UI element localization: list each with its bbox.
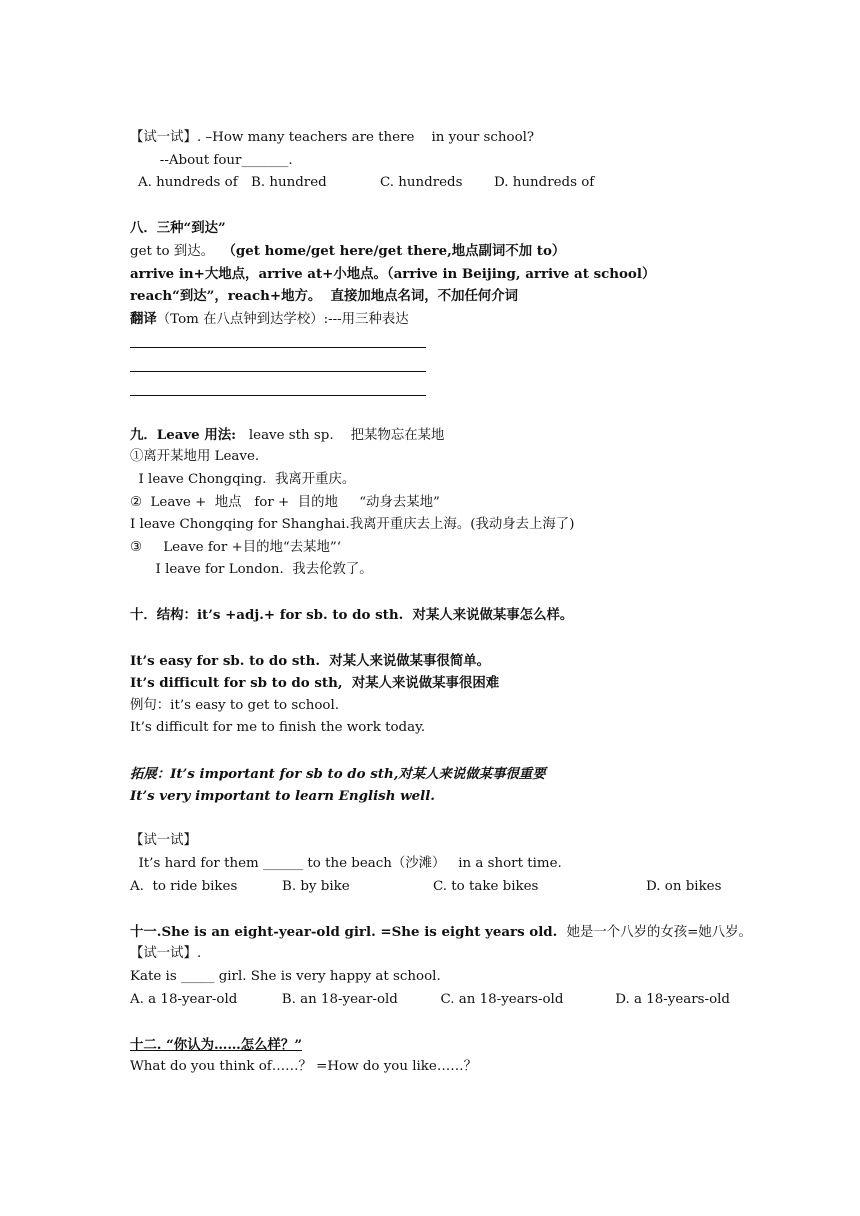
answer-blank-2[interactable] <box>130 354 426 372</box>
section-10-question: It’s hard for them ______ to the beach（沙滩） in a short time. <box>130 856 562 871</box>
section-8-line-3: reach“到达”，reach+地方。 直接加地点名词，不加任何介词 <box>130 288 519 305</box>
translate-label: 翻译 <box>130 310 157 327</box>
section-10-extension-2: It’s very important to learn English well. <box>130 788 435 805</box>
answer-blank-3[interactable] <box>130 378 426 396</box>
section-9-line-5: ③ Leave for +目的地“去某地”‘ <box>130 539 342 555</box>
section-9-line-3: ② Leave + 地点 for + 目的地 “动身去某地” <box>130 494 440 510</box>
section-11-question: Kate is _____ girl. She is very happy at school. <box>130 968 441 984</box>
section-10-bold-1: It’s easy for sb. to do sth. 对某人来说做某事很简单。 <box>130 652 490 669</box>
option-a: A. to ride bikes <box>130 878 238 894</box>
answer-blank-1[interactable] <box>130 330 426 348</box>
section-12-title: 十二. “你认为……怎么样？” <box>130 1036 303 1053</box>
section-8-line-4 <box>130 308 730 331</box>
option-d: D. a 18-years-old <box>615 991 730 1007</box>
section-8-line-2: arrive in+大地点，arrive at+小地点。（arrive in Beijing, arrive at school） <box>130 265 656 282</box>
option-a: A. a 18-year-old <box>130 991 238 1007</box>
section-10-example-1: 例句：it’s easy to get to school. <box>130 697 340 713</box>
section-8-line-1 <box>130 240 730 263</box>
exercise-question: 【试一试】. –How many teachers are there in your school? <box>130 130 535 145</box>
section-10-try-label: 【试一试】 <box>130 833 197 849</box>
option-b: B. hundred <box>251 175 327 191</box>
option-b: B. an 18-year-old <box>281 991 398 1007</box>
get-to-text: get to 到达。 <box>130 243 223 259</box>
section-10-extension-1: 拓展：It’s important for sb to do sth,对某人来说做某事很重要 <box>130 765 546 782</box>
section-8-title: 八．三种“到达” <box>130 220 226 237</box>
section-10-title: 十．结构：it’s +adj.+ for sb. to do sth. 对某人来说做某事怎么样。 <box>130 607 574 624</box>
section-9-title <box>130 424 730 447</box>
document-body <box>130 127 752 1079</box>
section-9-heading: 九．Leave 用法: <box>130 426 237 443</box>
section-9-line-4: I leave Chongqing for Shanghai.我离开重庆去上海。(我动身去上海了) <box>130 517 575 533</box>
section-9-line-1: ①离开某地用 Leave. <box>130 449 260 465</box>
section-12-line-1: What do you think of……？ =How do you like……？ <box>130 1059 477 1075</box>
option-d: D. hundreds of <box>494 175 595 191</box>
option-c: C. to take bikes <box>433 878 539 894</box>
section-11-translation: 她是一个八岁的女孩=她八岁。 <box>566 924 752 940</box>
section-10-example-2: It’s difficult for me to finish the work today. <box>130 720 426 736</box>
exercise-options <box>138 172 730 195</box>
option-b: B. by bike <box>282 878 350 894</box>
section-11-try-label: 【试一试】. <box>130 946 202 962</box>
option-c: C. an 18-years-old <box>440 991 564 1007</box>
section-9-subheading: leave sth sp. 把某物忘在某地 <box>236 427 445 443</box>
section-9-line-2: I leave Chongqing. 我离开重庆。 <box>130 471 356 487</box>
get-to-note: （get home/get here/get there,地点副词不加 to） <box>222 242 566 259</box>
option-d: D. on bikes <box>646 878 722 894</box>
option-c: C. hundreds <box>380 175 463 191</box>
option-a: A. hundreds of <box>138 175 238 191</box>
exercise-answer-line: --About four_______. <box>130 152 293 168</box>
section-10-options <box>130 876 730 899</box>
section-11-heading: 十一.She is an eight-year-old girl. =She is eight years old. <box>130 923 567 940</box>
translate-prompt: （Tom 在八点钟到达学校）:---用三种表达 <box>156 311 409 327</box>
section-11-title <box>130 921 752 944</box>
section-9-line-6: I leave for London. 我去伦敦了。 <box>130 562 373 578</box>
section-10-bold-2: It’s difficult for sb to do sth, 对某人来说做某事很困难 <box>130 675 500 692</box>
section-11-options <box>130 989 730 1012</box>
